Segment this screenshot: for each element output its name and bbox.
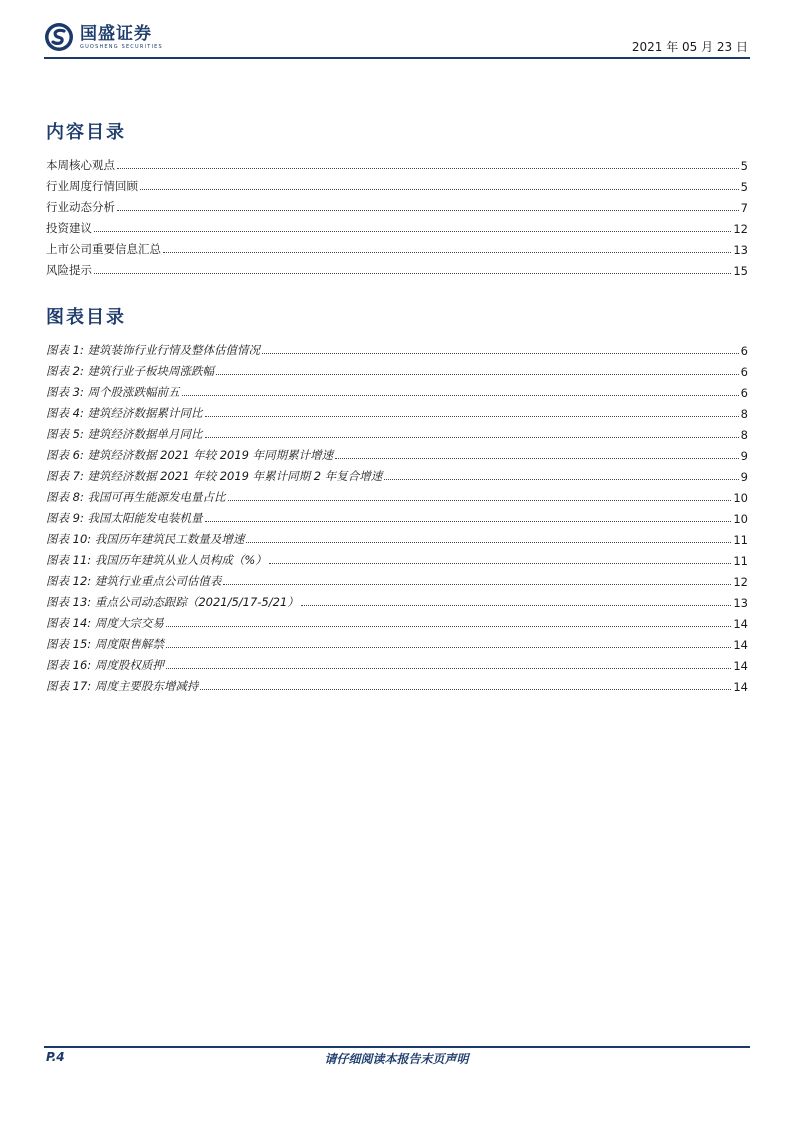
figure-list-item[interactable] (46, 400, 748, 421)
toc-item-label: 行业周度行情回顾 (46, 179, 138, 193)
guosheng-logo-icon (44, 22, 74, 52)
figure-list-item[interactable] (46, 505, 748, 526)
dot-leader (140, 188, 739, 190)
disclaimer-note: 请仔细阅读本报告末页声明 (324, 1052, 469, 1066)
toc-item-page: 5 (740, 180, 748, 194)
figure-list-item[interactable] (46, 589, 748, 610)
toc-item-label: 本周核心观点 (46, 158, 115, 172)
dot-leader (94, 272, 731, 274)
dot-leader (166, 667, 732, 669)
page-header (44, 22, 750, 58)
brand-name: 国盛证券 (80, 23, 152, 44)
figure-list-item-label: 图表 3: 周个股涨跌幅前五 (46, 385, 180, 399)
figure-list-item-label: 图表 9: 我国太阳能发电装机量 (46, 511, 203, 525)
dot-leader (205, 415, 739, 417)
figure-list-item-label: 图表 1: 建筑装饰行业行情及整体估值情况 (46, 343, 261, 357)
toc-item[interactable] (46, 236, 748, 257)
figure-list-item[interactable] (46, 442, 748, 463)
toc-title: 内容目录 (46, 122, 126, 143)
dot-leader (182, 394, 739, 396)
figure-list-item-label: 图表 2: 建筑行业子板块周涨跌幅 (46, 364, 215, 378)
figure-list-item-label: 图表 16: 周度股权质押 (46, 658, 164, 672)
figure-list (46, 337, 748, 694)
figure-list-item-page: 8 (740, 407, 748, 421)
dot-leader (269, 562, 732, 564)
figure-list-item-label: 图表 12: 建筑行业重点公司估值表 (46, 574, 222, 588)
toc-item[interactable] (46, 173, 748, 194)
figure-list-item-label: 图表 11: 我国历年建筑从业人员构成（%） (46, 553, 267, 567)
figure-list-item[interactable] (46, 463, 748, 484)
dot-leader (117, 209, 739, 211)
figure-list-item-page: 11 (733, 533, 748, 547)
figure-list-item[interactable] (46, 526, 748, 547)
figure-list-item[interactable] (46, 547, 748, 568)
dot-leader (205, 520, 732, 522)
toc-item-label: 上市公司重要信息汇总 (46, 242, 161, 256)
figure-list-item-page: 14 (733, 680, 748, 694)
brand-name-en: GUOSHENG SECURITIES (80, 43, 163, 50)
figure-list-item-label: 图表 4: 建筑经济数据累计同比 (46, 406, 203, 420)
toc-item[interactable] (46, 257, 748, 278)
brand-logo (44, 22, 163, 52)
figure-list-item[interactable] (46, 421, 748, 442)
figure-list-item-label: 图表 10: 我国历年建筑民工数量及增速 (46, 532, 245, 546)
dot-leader (166, 625, 732, 627)
dot-leader (223, 583, 731, 585)
figure-list-item-page: 10 (733, 491, 748, 505)
dot-leader (117, 167, 739, 169)
toc-item-page: 13 (733, 243, 748, 257)
figure-list-item-label: 图表 17: 周度主要股东增减持 (46, 679, 199, 693)
figure-list-item-label: 图表 5: 建筑经济数据单月同比 (46, 427, 203, 441)
figure-list-item-page: 9 (740, 470, 748, 484)
figure-list-item-page: 14 (733, 617, 748, 631)
figure-list-item-page: 6 (740, 365, 748, 379)
figure-list-item-page: 6 (740, 344, 748, 358)
toc-item-label: 行业动态分析 (46, 200, 115, 214)
page-number: P.4 (46, 1050, 65, 1064)
figure-list-item-label: 图表 8: 我国可再生能源发电量占比 (46, 490, 226, 504)
dot-leader (200, 688, 731, 690)
toc-item-page: 5 (740, 159, 748, 173)
dot-leader (205, 436, 739, 438)
figure-list-item-label: 图表 7: 建筑经济数据 2021 年较 2019 年累计同期 2 年复合增速 (46, 469, 383, 483)
toc-item-page: 15 (733, 264, 748, 278)
toc-item-label: 投资建议 (46, 221, 92, 235)
header-divider (44, 57, 750, 59)
figure-list-item-label: 图表 15: 周度限售解禁 (46, 637, 164, 651)
figure-list-item-page: 8 (740, 428, 748, 442)
toc-item-page: 12 (733, 222, 748, 236)
figure-list-item-label: 图表 13: 重点公司动态跟踪（2021/5/17-5/21） (46, 595, 299, 609)
report-date: 2021 年 05 月 23 日 (631, 40, 748, 54)
figure-list-item-page: 14 (733, 659, 748, 673)
toc-item[interactable] (46, 194, 748, 215)
toc-item[interactable] (46, 215, 748, 236)
figure-list-item-label: 图表 6: 建筑经济数据 2021 年较 2019 年同期累计增速 (46, 448, 334, 462)
figure-list-item[interactable] (46, 337, 748, 358)
figure-list-item-page: 10 (733, 512, 748, 526)
toc-item-label: 风险提示 (46, 263, 92, 277)
figure-list-item[interactable] (46, 652, 748, 673)
dot-leader (228, 499, 732, 501)
dot-leader (163, 251, 731, 253)
figure-list-item-page: 9 (740, 449, 748, 463)
dot-leader (335, 457, 739, 459)
footer-divider (44, 1046, 750, 1048)
dot-leader (262, 352, 739, 354)
dot-leader (384, 478, 738, 480)
figure-list-item-page: 11 (733, 554, 748, 568)
figure-list-item[interactable] (46, 379, 748, 400)
figure-list-item-page: 13 (733, 596, 748, 610)
figure-list-item-page: 14 (733, 638, 748, 652)
figure-list-item-page: 12 (733, 575, 748, 589)
toc-item[interactable] (46, 152, 748, 173)
figure-list-item[interactable] (46, 631, 748, 652)
figure-list-item[interactable] (46, 610, 748, 631)
dot-leader (166, 646, 732, 648)
figure-list-item[interactable] (46, 568, 748, 589)
dot-leader (301, 604, 732, 606)
figure-list-item[interactable] (46, 358, 748, 379)
dot-leader (216, 373, 739, 375)
figure-list-item[interactable] (46, 673, 748, 694)
dot-leader (246, 541, 731, 543)
figure-list-title: 图表目录 (46, 307, 126, 328)
figure-list-item-label: 图表 14: 周度大宗交易 (46, 616, 164, 630)
toc-list (46, 152, 748, 278)
dot-leader (94, 230, 731, 232)
figure-list-item-page: 6 (740, 386, 748, 400)
toc-item-page: 7 (740, 201, 748, 215)
figure-list-item[interactable] (46, 484, 748, 505)
